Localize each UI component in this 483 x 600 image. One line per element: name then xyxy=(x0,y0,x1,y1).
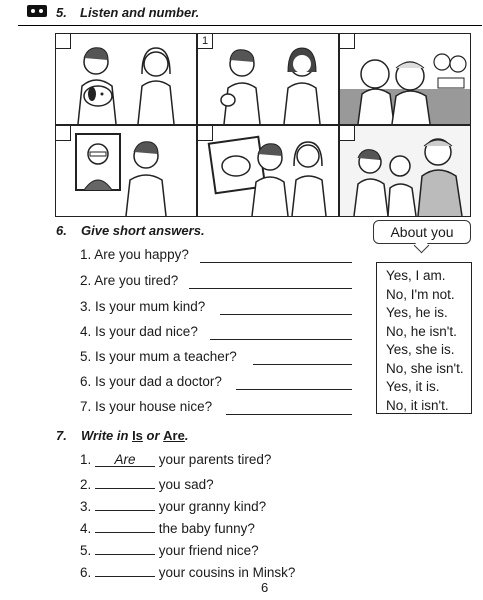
panel-number-box[interactable]: 1 xyxy=(198,34,213,49)
answer-line-2[interactable] xyxy=(189,288,352,289)
short-answers-box xyxy=(376,262,472,414)
fill-blank-3[interactable] xyxy=(95,496,155,511)
boy-with-portrait-illustration xyxy=(56,126,196,216)
answer-option: Yes, he is. xyxy=(386,305,448,320)
answer-line-1[interactable] xyxy=(200,262,352,263)
answer-line-5[interactable] xyxy=(253,364,352,365)
exercise-5-title: Listen and number. xyxy=(80,5,200,20)
panel-number-box[interactable] xyxy=(340,34,355,49)
exercise-7-title: Write in Is or Are. xyxy=(81,428,189,443)
panel-number-box[interactable] xyxy=(198,126,213,141)
question-1: 1. Are you happy? xyxy=(80,247,189,262)
fill-item-2: 2. you sad? xyxy=(80,474,214,492)
word-are: Are xyxy=(163,428,185,443)
picture-panel-4 xyxy=(55,125,197,217)
picture-panel-3 xyxy=(339,33,471,125)
fill-blank-2[interactable] xyxy=(95,474,155,489)
cassette-icon xyxy=(27,5,47,17)
fill-blank-4[interactable] xyxy=(95,518,155,533)
word-is: Is xyxy=(132,428,143,443)
boy-with-hamster-and-girl-illustration xyxy=(198,34,338,124)
answer-option: No, she isn't. xyxy=(386,360,464,376)
question-3: 3. Is your mum kind? xyxy=(80,299,206,314)
answer-line-4[interactable] xyxy=(210,339,352,340)
picture-panel-1 xyxy=(55,33,197,125)
question-5: 5. Is your mum a teacher? xyxy=(80,349,237,364)
panel-number-box[interactable] xyxy=(340,126,355,141)
word-or: or xyxy=(146,428,160,443)
page-number: 6 xyxy=(261,580,269,595)
question-7: 7. Is your house nice? xyxy=(80,399,213,414)
exercise-5-number: 5. xyxy=(56,5,67,20)
question-4: 4. Is your dad nice? xyxy=(80,324,198,339)
fill-item-3: 3. your granny kind? xyxy=(80,496,266,514)
fill-blank-5[interactable] xyxy=(95,540,155,555)
panel-number-box[interactable] xyxy=(56,34,71,49)
answer-option: Yes, I am. xyxy=(386,268,446,283)
answer-option: Yes, it is. xyxy=(386,379,440,394)
fill-item-6: 6. your cousins in Minsk? xyxy=(80,562,295,580)
about-you-label: About you xyxy=(373,220,471,244)
question-6: 6. Is your dad a doctor? xyxy=(80,374,222,389)
answer-line-7[interactable] xyxy=(226,414,352,415)
grandparents-and-children-illustration xyxy=(340,34,470,124)
boy-with-dog-and-girl-illustration xyxy=(56,34,196,124)
answer-option: Yes, she is. xyxy=(386,342,455,357)
fill-item-1: 1. Are your parents tired? xyxy=(80,452,272,467)
panel-number-box[interactable] xyxy=(56,126,71,141)
title-prefix: Write in xyxy=(81,428,129,443)
fill-blank-1[interactable]: Are xyxy=(95,452,155,467)
picture-panel-5 xyxy=(197,125,339,217)
exercise-6-title: Give short answers. xyxy=(81,223,205,238)
fill-item-4: 4. the baby funny? xyxy=(80,518,255,536)
answer-option: No, it isn't. xyxy=(386,397,449,413)
children-with-granny-illustration xyxy=(340,126,470,216)
fill-item-5: 5. your friend nice? xyxy=(80,540,259,558)
question-2: 2. Are you tired? xyxy=(80,273,179,288)
picture-panel-6 xyxy=(339,125,471,217)
answer-option: No, he isn't. xyxy=(386,323,457,339)
exercise-6-number: 6. xyxy=(56,223,67,238)
picture-panel-2 xyxy=(197,33,339,125)
answer-line-6[interactable] xyxy=(236,389,352,390)
exercise-7-number: 7. xyxy=(56,428,67,443)
children-with-dog-picture-illustration xyxy=(198,126,338,216)
answer-option: No, I'm not. xyxy=(386,286,455,302)
fill-blank-6[interactable] xyxy=(95,562,155,577)
answer-line-3[interactable] xyxy=(220,314,352,315)
